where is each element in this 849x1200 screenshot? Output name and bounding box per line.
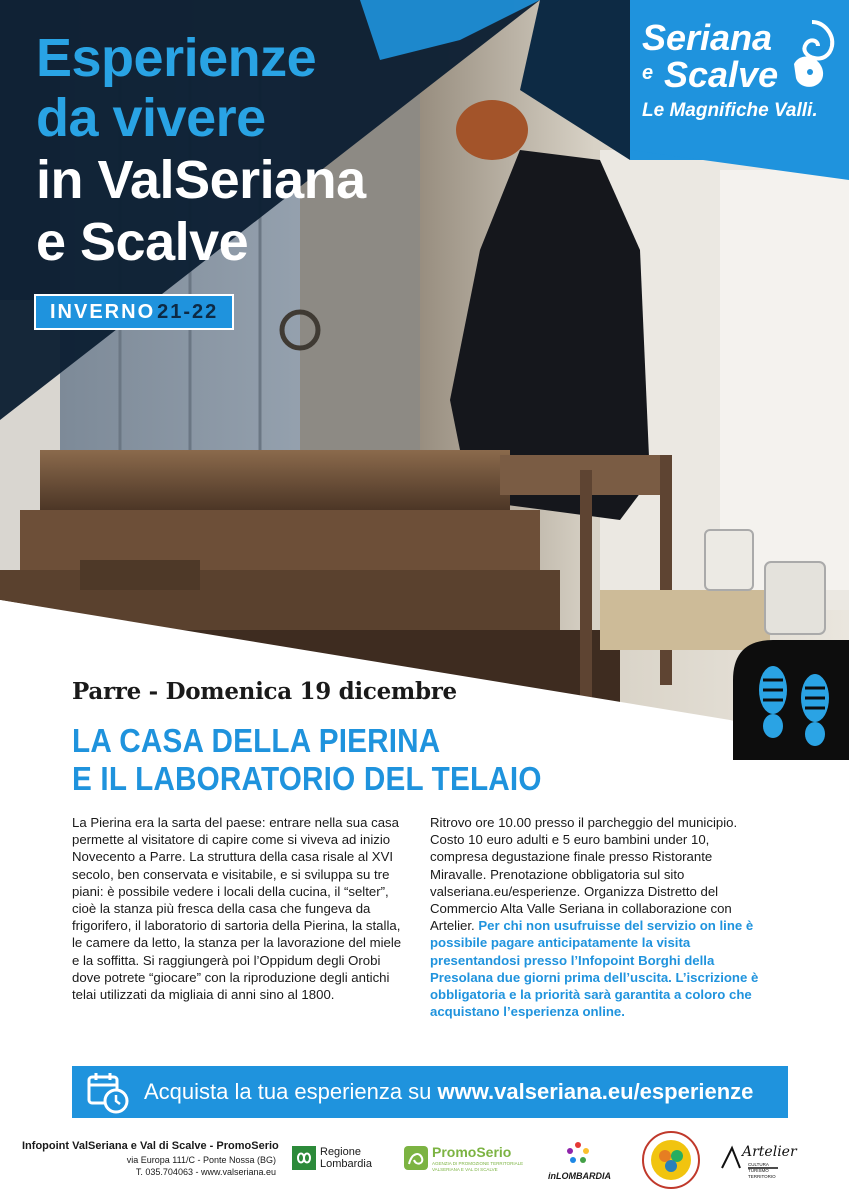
ibex-logo-icon bbox=[784, 16, 840, 92]
headline-line-4: e Scalve bbox=[36, 212, 249, 272]
event-description-right-text: Ritrovo ore 10.00 presso il parcheggio del municipio. Costo 10 euro adulti e 5 euro bambini under 10, compresa degustazione finale presso Ristorante Miravalle. Prenotazione obbligatoria sul sito valseriana.eu/esperienze. Organizza Distretto del Commercio Alta Valle Seriana in collaborazione con Artelier. bbox=[430, 815, 738, 934]
headline-line-1: Esperienze bbox=[36, 28, 317, 88]
promoserio-icon bbox=[404, 1146, 428, 1170]
event-title-line-2: E IL LABORATORIO DEL TELAIO bbox=[72, 760, 542, 797]
cta-label: Acquista la tua esperienza su bbox=[144, 1079, 438, 1104]
event-date: Parre - Domenica 19 dicembre bbox=[72, 678, 457, 705]
brand-tagline: Le Magnifiche Valli. bbox=[642, 100, 818, 121]
brand-name-seriana: Seriana bbox=[642, 17, 773, 58]
promoserio-sub-1: AGENZIA DI PROMOZIONE TERRITORIALE bbox=[432, 1161, 524, 1166]
distretto-commercio-seal-icon bbox=[641, 1130, 701, 1190]
event-description-left: La Pierina era la sarta del paese: entrare nella sua casa permette al visitatore di capire come si viveva ad inizio Novecento a Parre. La struttura della casa risale al XVI secolo, ben conservata e visitabile, e si sviluppa su tre piani: è possibile vedere i locali della cucina, il “selter”, cioè la stanza più fresca della casa che fungeva da frigorifero, il laboratorio di sartoria della Pierina, la stalla, le camere da letto, la stanza per la lavorazione del miele e la soffitta. Si raggiungerà poi l’Oppidum degli Orobi dove potrete “giocare” con la riproduzione degli antichi telai utilizzati da migliaia di anni sino al 1800. bbox=[72, 815, 402, 1003]
event-title-line-1: LA CASA DELLA PIERINA bbox=[72, 722, 441, 759]
cta-banner[interactable] bbox=[72, 1066, 788, 1118]
infopoint-address-line-2: T. 035.704063 - www.valseriana.eu bbox=[135, 1167, 276, 1177]
logo-regione-lombardia bbox=[292, 1146, 372, 1170]
calendar-clock-icon bbox=[86, 1070, 130, 1114]
regione-line-1: Regione bbox=[320, 1146, 361, 1158]
headline-line-2: da vivere bbox=[36, 88, 266, 148]
infopoint-address bbox=[22, 1155, 276, 1195]
season-label: INVERNO bbox=[50, 300, 156, 323]
event-description-right bbox=[430, 814, 770, 1020]
promoserio-name: PromoSerio bbox=[432, 1144, 512, 1160]
season-year: 21-22 bbox=[157, 300, 219, 323]
footprints-badge bbox=[733, 640, 849, 760]
event-description-right-highlight: Per chi non usufruisse del servizio on line è possibile pagare anticipatamente la visita presentandosi presso l’Infopoint Borghi della Presolana due giorni prima dell’uscita. L’iscrizione è obbligatoria e la priorità sarà garantita a coloro che acquistano l’esperienza online. bbox=[430, 918, 759, 1020]
cta-text bbox=[144, 1079, 753, 1105]
brand-name-e: e bbox=[642, 62, 654, 84]
cta-link[interactable]: www.valseriana.eu/esperienze bbox=[437, 1079, 754, 1104]
infopoint-name: Infopoint ValSeriana e Val di Scalve - PromoSerio bbox=[22, 1140, 279, 1152]
artelier-sub: CULTURA TURISMO TERRITORIO bbox=[748, 1162, 776, 1179]
logo-inlombardia bbox=[548, 1140, 611, 1181]
artelier-name: Artelier bbox=[742, 1144, 797, 1160]
regione-line-2: Lombardia bbox=[320, 1158, 372, 1170]
brand-name-scalve: Scalve bbox=[664, 54, 779, 95]
promoserio-sub-2: VALSERIANA E VAL DI SCALVE bbox=[432, 1167, 498, 1172]
logo-promoserio bbox=[404, 1144, 524, 1183]
inlombardia-name: inLOMBARDIA bbox=[548, 1171, 611, 1181]
regione-lombardia-icon bbox=[292, 1146, 316, 1170]
infopoint-address-line-1: via Europa 111/C - Ponte Nossa (BG) bbox=[126, 1155, 276, 1165]
logo-artelier bbox=[718, 1138, 802, 1183]
inlombardia-icon bbox=[565, 1140, 591, 1166]
headline-line-3: in ValSeriana bbox=[36, 150, 366, 210]
season-badge bbox=[34, 294, 234, 330]
brand-panel-tail bbox=[630, 150, 849, 180]
